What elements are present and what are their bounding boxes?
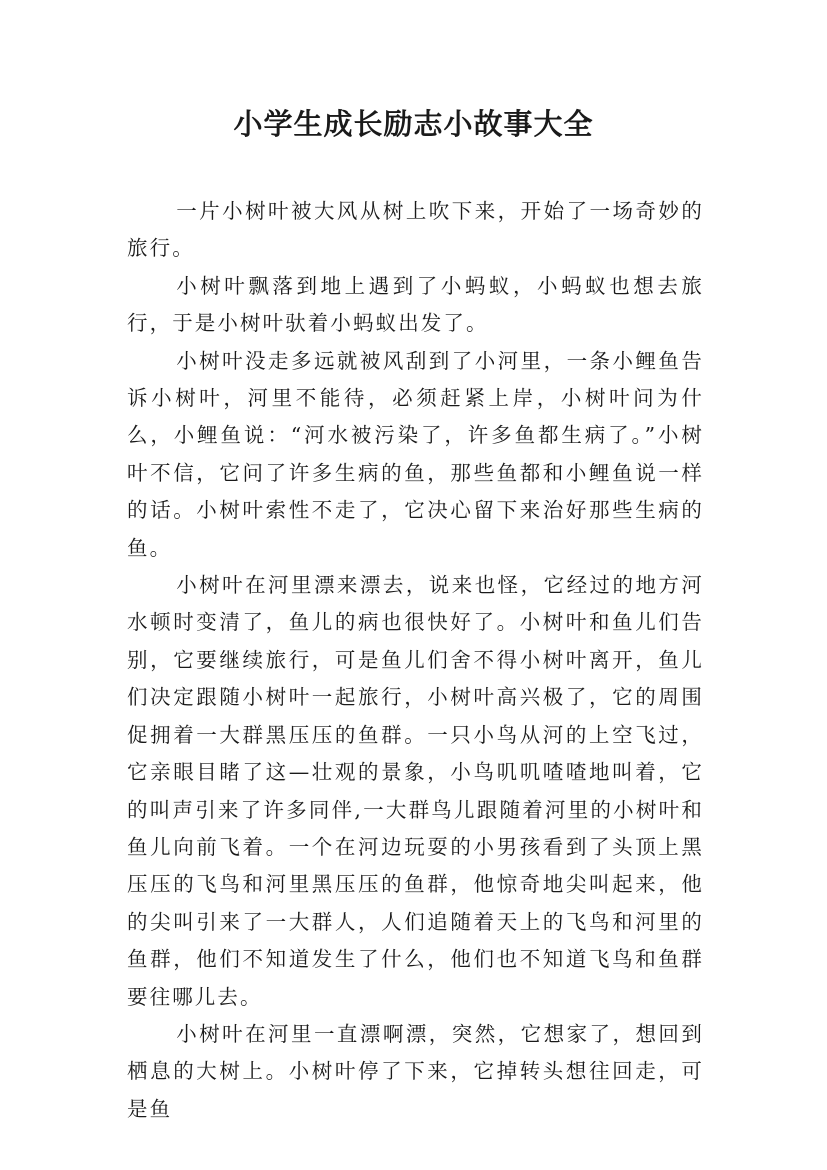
paragraph-5: 小树叶在河里一直漂啊漂，突然，它想家了，想回到栖息的大树上。小树叶停了下来，它掉转头想往回走，可是鱼: [127, 1021, 704, 1121]
paragraph-3: 小树叶没走多远就被风刮到了小河里，一条小鲤鱼告诉小树叶，河里不能待，必须赶紧上岸，小树叶问为什么，小鲤鱼说：“河水被污染了，许多鱼都生病了。”小树叶不信，它问了许多生病的鱼，那些鱼都和小鲤鱼说一样的话。小树叶索性不走了，它决心留下来治好那些生病的鱼。: [127, 348, 704, 560]
document-body: [127, 193, 704, 1128]
paragraph-4: 小树叶在河里漂来漂去，说来也怪，它经过的地方河水顿时变清了，鱼儿的病也很快好了。小树叶和鱼儿们告别，它要继续旅行，可是鱼儿们舍不得小树叶离开，鱼儿们决定跟随小树叶一起旅行，小树叶高兴极了，它的周围促拥着一大群黑压压的鱼群。一只小鸟从河的上空飞过，它亲眼目睹了这—壮观的景象，小鸟叽叽喳喳地叫着，它的叫声引来了许多同伴,一大群鸟儿跟随着河里的小树叶和鱼儿向前飞着。一个在河边玩耍的小男孩看到了头顶上黑压压的飞鸟和河里黑压压的鱼群，他惊奇地尖叫起来，他的尖叫引来了一大群人，人们追随着天上的飞鸟和河里的鱼群，他们不知道发生了什么，他们也不知道飞鸟和鱼群要往哪儿去。: [127, 573, 704, 1009]
paragraph-1: 一片小树叶被大风从树上吹下来，开始了一场奇妙的旅行。: [127, 199, 704, 261]
paragraph-2: 小树叶飘落到地上遇到了小蚂蚁，小蚂蚁也想去旅行，于是小树叶驮着小蚂蚁出发了。: [127, 273, 704, 336]
document-title: 小学生成长励志小故事大全: [233, 107, 594, 141]
